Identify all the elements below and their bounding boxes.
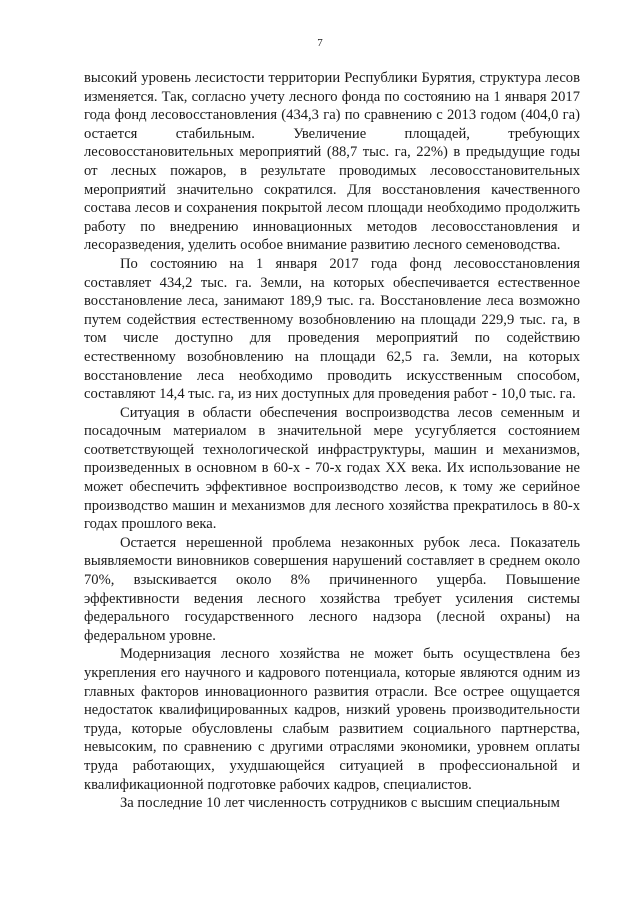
paragraph-forest-structure: высокий уровень лесистости территории Республики Бурятия, структура лесов изменяется. Так, согласно учету лесного фонда по состоянию на 1 января 2017 года фонд лесовосстановления (434,3 га) по сравнению с 2013 годом (404,0 га) остается стабильным. Увеличение площадей, требующих лесовосстановительных мероприятий (88,7 тыс. га, 22%) в предыдущие годы от лесных пожаров, в результате проводимых лесовосстановительных мероприятий значительно сократился. Для восстановления качественного состава лесов и сохранения покрытой лесом площади необходимо продолжить работу по внедрению инновационных методов лесовосстановления и лесоразведения, уделить особое внимание развитию лесного семеноводства. [84,70,580,254]
page-number: 7 [317,37,323,49]
paragraph-illegal-logging: Остается нерешенной проблема незаконных рубок леса. Показатель выявляемости виновников совершения нарушений составляет в среднем около 70%, взыскивается около 8% причиненного ущерба. Повышение эффективности ведения лесного хозяйства требует усиления системы федерального государственного лесного надзора (лесной охраны) на федеральном уровне. [84,534,580,644]
paragraph-staff-numbers: За последние 10 лет численность сотрудников с высшим специальным [120,795,560,812]
paragraph-seed-material: Ситуация в области обеспечения воспроизводства лесов семенным и посадочным материалом в значительной мере усугубляется состоянием соответствующей технологической инфраструктуры, машин и механизмов, произведенных в основном в 60-х - 70-х годах XX века. Их использование не может обеспечить эффективное воспроизводство лесов, к тому же серийное производство машин и механизмов для лесного хозяйства прекратилось в 80-х годах прошлого века. [84,404,580,533]
document-body [84,69,580,813]
paragraph-reforestation-fund: По состоянию на 1 января 2017 года фонд лесовосстановления составляет 434,2 тыс. га. Земли, на которых обеспечивается естественное восстановление леса, занимают 189,9 тыс. га. Восстановление леса возможно путем содействия естественному возобновлению на площади 229,9 тыс. га, в том числе доступно для проведения мероприятий по содействию естественному возобновлению на площади 62,5 га. Земли, на которых восстановление леса необходимо проводить искусственным способом, составляют 14,4 тыс. га, из них доступных для проведения работ - 10,0 тыс. га. [84,255,580,403]
paragraph-modernization: Модернизация лесного хозяйства не может быть осуществлена без укрепления его научного и кадрового потенциала, которые являются одним из главных факторов инновационного развития отрасли. Все острее ощущается недостаток квалифицированных кадров, низкий уровень производительности труда, которые обусловлены слабым развитием социального партнерства, невысоким, по сравнению с другими отраслями экономики, уровнем оплаты труда работающих, ухудшающейся ситуацией в профессиональной и квалификационной подготовке рабочих кадров, специалистов. [84,646,580,793]
